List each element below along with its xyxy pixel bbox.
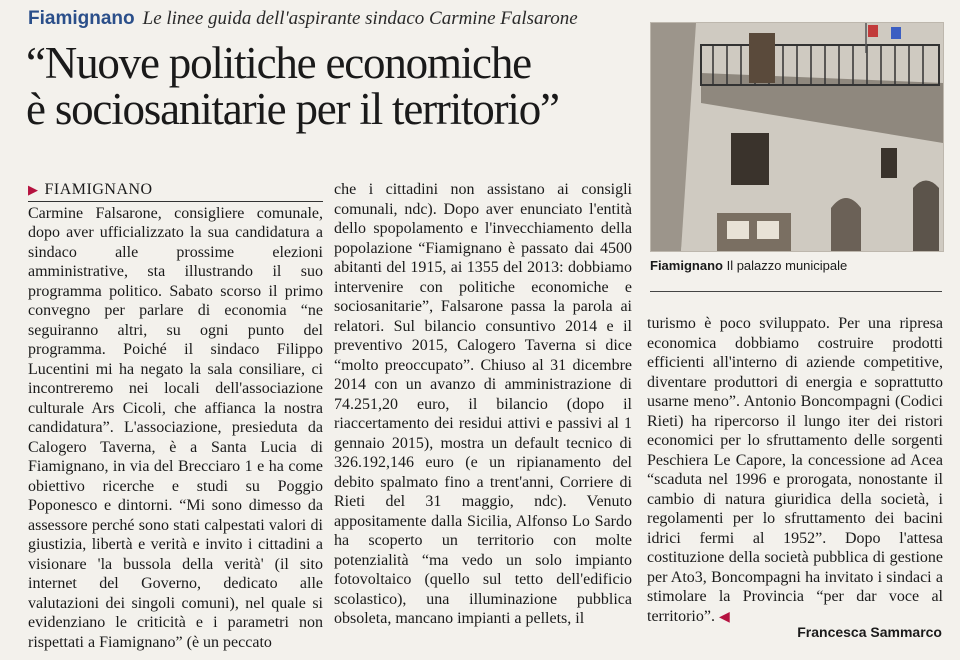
- caption-rule: [650, 291, 942, 292]
- byline: Francesca Sammarco: [797, 624, 942, 640]
- article-text-col2: che i cittadini non assistano ai consigli comunali, ndc). Dopo aver enunciato l'entità dello spopolamento e l'invecchiamento della popolazione “Fiamignano è passato dai 4500 abitanti del 1915, ai 1355 del 2013: dobbiamo intervenire con politiche economiche e sociosanitarie”, Falsarone passa la parola ai relatori. Sul bilancio consuntivo 2014 e il preventivo 2015, Calogero Taverna si dice “molto preoccupato”. Chiuso al 31 dicembre 2014 con un avanzo di amministrazione di 74.251,20 euro, il bilancio (dopo il riaccertamento dei residui attivi e passivi al 1 gennaio 2015), mostra un default tecnico di 326.192,146 euro (e un ripianamento del debito spalmato fino a trent'anni, Corriere di Rieti del 31 maggio, ndc). Venuto appositamente dalla Sicilia, Alfonso Lo Sardo ha scoperto un territorio con molte potenzialità “ma vedo un solo impianto fotovoltaico (quello sul tetto dell'edificio scolastico), una illuminazione pubblica obsoleta, mancano impianti a pellets, il: [334, 181, 632, 627]
- headline: [26, 40, 641, 132]
- triangle-marker-icon: ▶: [28, 182, 39, 197]
- photo-caption: [650, 258, 942, 273]
- town-hall-illustration: [651, 23, 943, 251]
- article-column-3: [647, 314, 943, 627]
- town-hall-photo: [650, 22, 944, 252]
- end-mark-icon: ◀: [718, 609, 730, 625]
- article-column-1: [28, 180, 323, 652]
- caption-place: Fiamignano: [650, 258, 723, 273]
- kicker-place: Fiamignano: [28, 8, 135, 29]
- dateline: [28, 180, 323, 202]
- kicker: [28, 8, 643, 36]
- kicker-subtitle: Le linee guida dell'aspirante sindaco Carmine Falsarone: [142, 8, 578, 29]
- headline-line-2: è sociosanitarie per il territorio”: [26, 84, 559, 134]
- article-column-2: [334, 180, 632, 629]
- article-text-col1: Carmine Falsarone, consigliere comunale, dopo aver ufficializzato la sua candidatura a sindaco alle prossime elezioni amministrative, sta illustrando il suo programma politico. Sabato scorso il primo convegno per parlare di economia “ne seguiranno altri, su ogni punto del programma. Poiché il sindaco Filippo Lucentini mi ha negato la sala consiliare, ci incontreremo nei locali dell'associazione culturale Ars Cicoli, che affianca la nostra candidatura”. L'associazione, presieduta da Calogero Taverna, è a Santa Lucia di Fiamignano, in via del Brecciaro 1 e ha come obiettivo ricerche e studi su Poggio Poponesco e dintorni. “Mi sono dimesso da assessore perché sono stati calpestati valori di giustizia, libertà e verità e invito i cittadini a visionare 'la bussola della verità' (il sito internet del Governo, dedicato alle valutazioni dei singoli comuni), nel quale si evidenziano le criticità e i parametri non rispettati a Fiamignano” (è un peccato: [28, 204, 323, 651]
- headline-line-1: “Nuove politiche economiche: [26, 38, 531, 88]
- dateline-text: FIAMIGNANO: [44, 181, 153, 198]
- article-text-col3: turismo è poco sviluppato. Per una ripresa economica dobbiamo costruire prodotti efficienti all'interno di aziende competitive, diventare produttori di energia e soprattutto usarne meno”. Antonio Boncompagni (Codici Rieti) ha ripercorso il lungo iter dei ristori economici per lo sfruttamento delle sorgenti Peschiera Le Capore, la concessione ad Acea “scaduta nel 1996 e prorogata, nonostante il cambio di natura giuridica della società, i regolamenti per lo sfruttamento dei bacini idrici fermi al 1952”. Dopo l'attesa costituzione della società pubblica di gestione per Ato3, Boncompagni ha invitato i sindaci a stimolare la Provincia “per dar voce al territorio”.: [647, 315, 943, 625]
- caption-text: Il palazzo municipale: [726, 258, 848, 273]
